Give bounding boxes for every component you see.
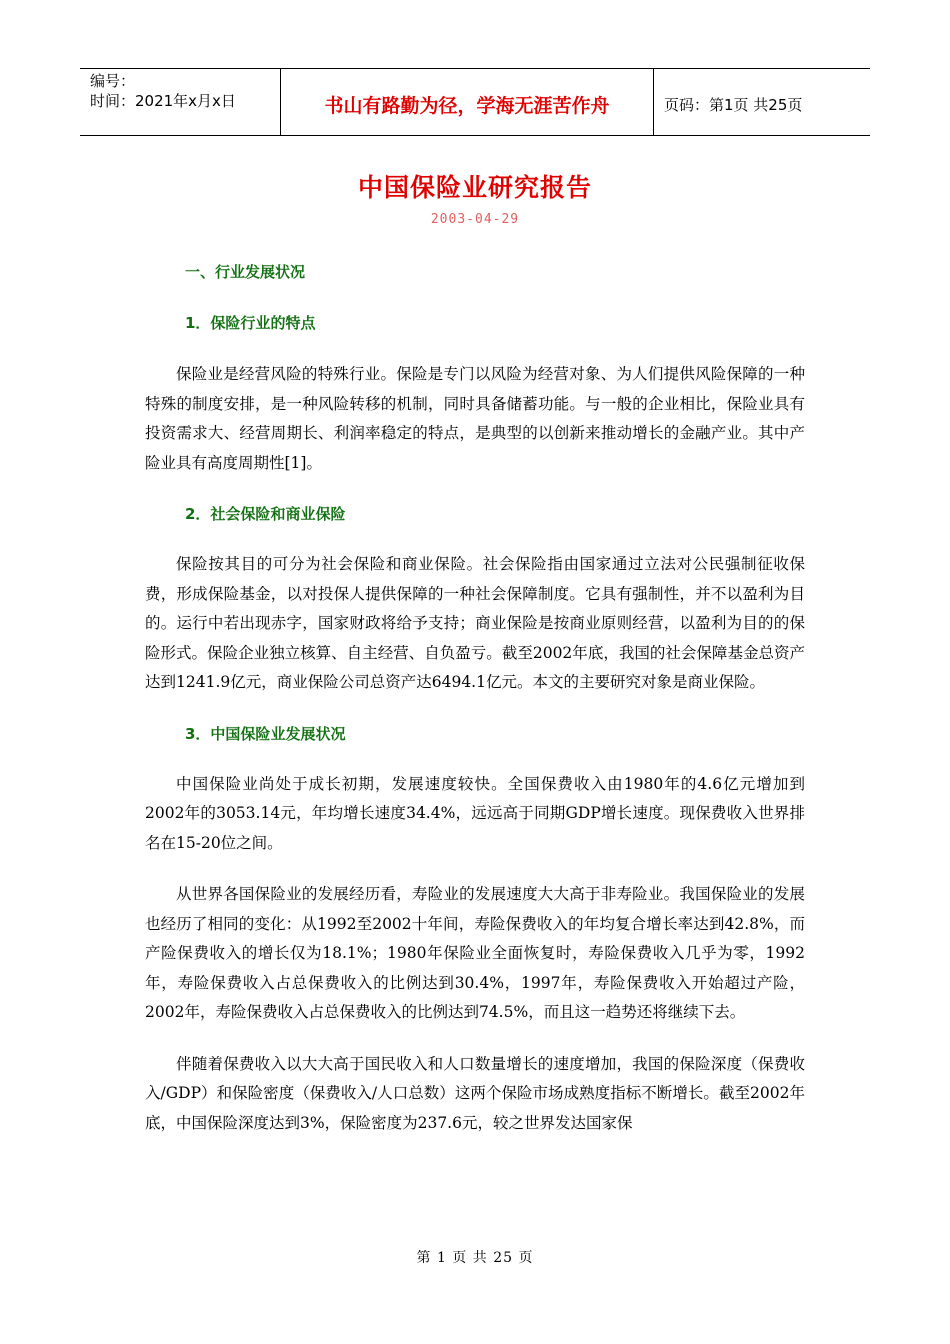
section-heading-industry: 一、行业发展状况 [185, 263, 306, 281]
section-heading-features: 1．保险行业的特点 [185, 314, 316, 332]
header-motto: 书山有路勤为径，学海无涯苦作舟 [281, 69, 654, 135]
paragraph-development-3: 伴随着保费收入以大大高于国民收入和人口数量增长的速度增加，我国的保险深度（保费收入/GDP）和保险密度（保费收入/人口总数）这两个保险市场成熟度指标不断增长。截至2002年底，中国保险深度达到3%，保险密度为237.6元，较之世界发达国家保 [145, 1054, 805, 1132]
document-number-label: 编号： [90, 72, 136, 90]
section-heading-development: 3．中国保险业发展状况 [185, 724, 346, 743]
document-title: 中国保险业研究报告 [357, 173, 592, 202]
paragraph-social-commercial: 保险按其目的可分为社会保险和商业保险。社会保险指由国家通过立法对公民强制征收保费，形成保险基金，以对投保人提供保障的一种社会保障制度。它具有强制性，并不以盈利为目的。运行中若出现赤字，国家财政将给予支持；商业保险是按商业原则经营，以盈利为目的的保险形式。保险企业独立核算、自主经营、自负盈亏。截至2002年底，我国的社会保障基金总资产达到1241.9亿元，商业保险公司总资产达6494.1亿元。本文的主要研究对象是商业保险。 [145, 555, 805, 691]
document-date: 2003-04-29 [430, 212, 520, 227]
document-body [145, 258, 805, 1138]
document-time-label: 时间：2021年x月x日 [90, 92, 236, 110]
paragraph-features: 保险业是经营风险的特殊行业。保险是专门以风险为经营对象、为人们提供风险保障的一种特殊的制度安排，是一种风险转移的机制，同时具备储蓄功能。与一般的企业相比，保险业具有投资需求大、经营周期长、利润率稳定的特点，是典型的以创新来推动增长的金融产业。其中产险业具有高度周期性[1]。 [145, 365, 805, 472]
paragraph-development-2: 从世界各国保险业的发展经历看，寿险业的发展速度大大高于非寿险业。我国保险业的发展也经历了相同的变化：从1992至2002十年间，寿险保费收入的年均复合增长率达到42.8%，而产险保费收入的增长仅为18.1%；1980年保险业全面恢复时，寿险保费收入几乎为零，1992年，寿险保费收入占总保费收入的比例达到30.4%，1997年，寿险保费收入开始超过产险，2002年，寿险保费收入占总保费收入的比例达到74.5%，而且这一趋势还将继续下去。 [145, 885, 805, 1021]
header-meta-cell [80, 69, 281, 135]
header-page-info: 页码：第1页 共25页 [664, 95, 803, 114]
page-footer: 第 1 页 共 25 页 [416, 1250, 534, 1266]
header-table [80, 68, 870, 136]
paragraph-development-1: 中国保险业尚处于成长初期，发展速度较快。全国保费收入由1980年的4.6亿元增加到2002年的3053.14元，年均增长速度34.4%，远远高于同期GDP增长速度。现保费收入世界排名在15-20位之间。 [145, 774, 805, 852]
section-heading-social-commercial: 2．社会保险和商业保险 [185, 505, 346, 523]
